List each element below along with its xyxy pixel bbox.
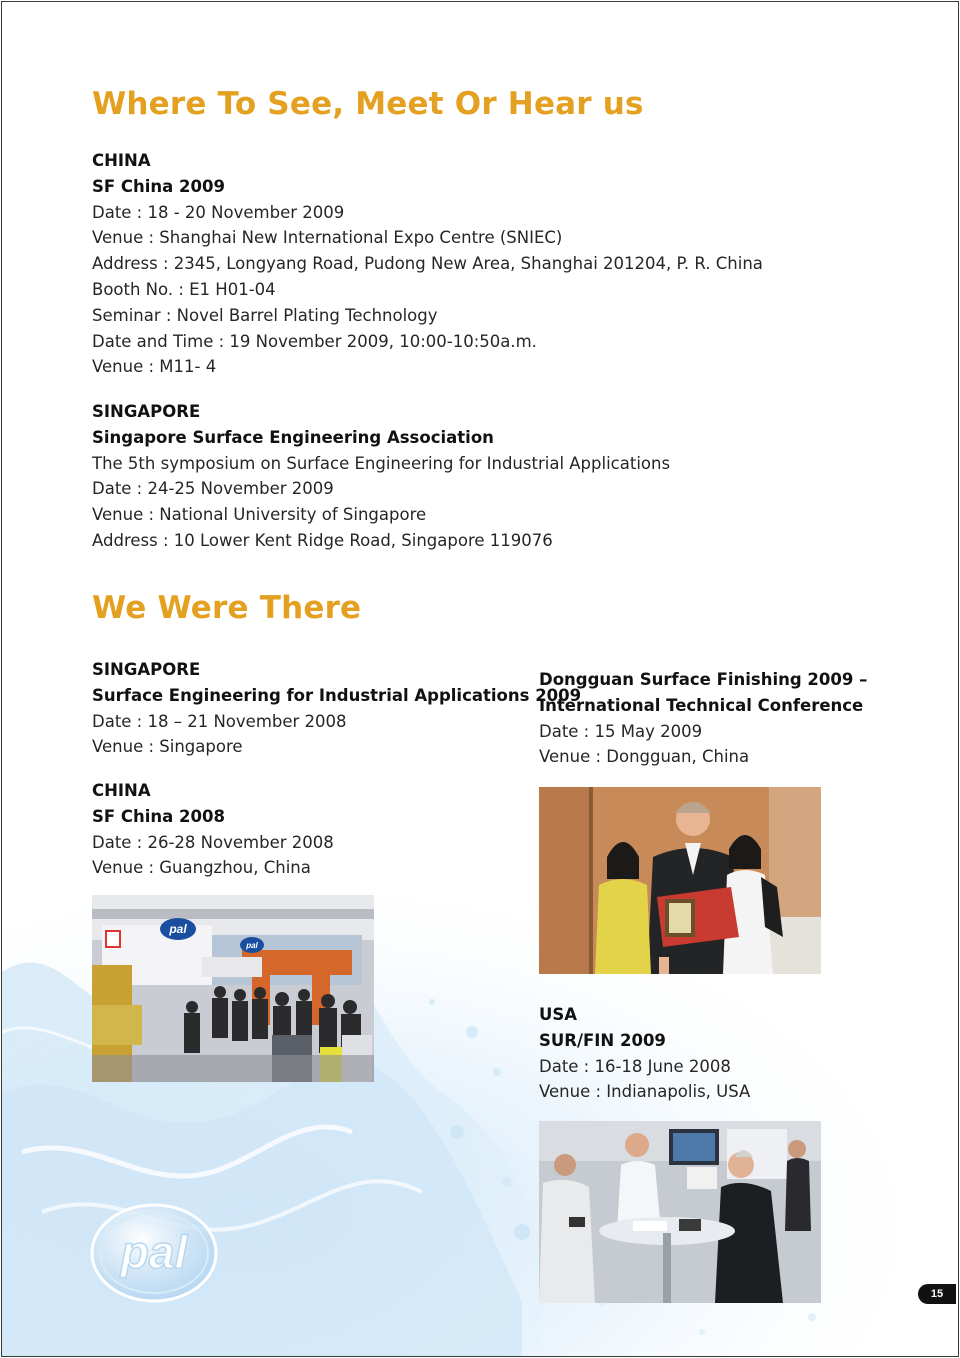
award-photo: [539, 787, 821, 974]
detail-line: Address : 2345, Longyang Road, Pudong New Area, Shanghai 201204, P. R. China: [92, 254, 763, 274]
page-number: 15: [918, 1284, 956, 1304]
country-label: SINGAPORE: [92, 660, 201, 679]
event-title: SUR/FIN 2009: [539, 1030, 666, 1050]
pal-logo: [88, 1198, 220, 1308]
detail-line: Date : 16-18 June 2008: [539, 1056, 731, 1076]
detail-line: Venue : Guangzhou, China: [92, 858, 311, 878]
meeting-photo: [539, 1121, 821, 1303]
past-singapore-block: [92, 657, 581, 760]
detail-line: Date : 24-25 November 2009: [92, 479, 334, 499]
event-title: Dongguan Surface Finishing 2009 –: [539, 670, 868, 689]
booth-sign-text: pal: [169, 922, 187, 936]
detail-line: Date : 18 - 20 November 2009: [92, 202, 345, 222]
singapore-2009-block: [92, 399, 670, 554]
detail-line: Seminar : Novel Barrel Plating Technology: [92, 305, 438, 325]
detail-line: Date : 26-28 November 2008: [92, 832, 334, 852]
event-title: SF China 2008: [92, 806, 225, 826]
detail-line: Venue : M11- 4: [92, 357, 217, 377]
detail-line: Date : 15 May 2009: [539, 721, 703, 741]
detail-line: Address : 10 Lower Kent Ridge Road, Singapore 119076: [92, 530, 553, 550]
china-2009-block: [92, 148, 763, 380]
booth-sign-text: pal: [246, 941, 258, 950]
detail-line: Venue : Dongguan, China: [539, 747, 750, 767]
detail-line: Venue : Singapore: [92, 737, 243, 757]
detail-line: Date : 18 – 21 November 2008: [92, 711, 347, 731]
booth-photo: [92, 895, 374, 1082]
detail-line: Booth No. : E1 H01-04: [92, 279, 276, 299]
past-dongguan-block: [539, 667, 867, 770]
event-title: International Technical Conference: [539, 695, 864, 715]
past-china-block: [92, 778, 334, 881]
event-title: SF China 2009: [92, 176, 225, 196]
detail-line: Date and Time : 19 November 2009, 10:00-10:50a.m.: [92, 331, 537, 351]
detail-line: Venue : National University of Singapore: [92, 505, 427, 525]
page-frame: [1, 1, 959, 1357]
country-label: CHINA: [92, 781, 151, 800]
heading-we-were-there: We Were There: [92, 590, 362, 626]
detail-line: Venue : Shanghai New International Expo Centre (SNIEC): [92, 228, 563, 248]
heading-where-to-see: Where To See, Meet Or Hear us: [92, 86, 644, 122]
detail-line: Venue : Indianapolis, USA: [539, 1082, 751, 1102]
country-label: USA: [539, 1005, 578, 1024]
event-title: Singapore Surface Engineering Association: [92, 427, 494, 447]
country-label: SINGAPORE: [92, 402, 201, 421]
country-label: CHINA: [92, 151, 151, 170]
logo-text: pal: [120, 1226, 188, 1278]
detail-line: The 5th symposium on Surface Engineering for Industrial Applications: [92, 453, 671, 473]
past-usa-block: [539, 1002, 750, 1105]
event-title: Surface Engineering for Industrial Applications 2009: [92, 685, 582, 705]
